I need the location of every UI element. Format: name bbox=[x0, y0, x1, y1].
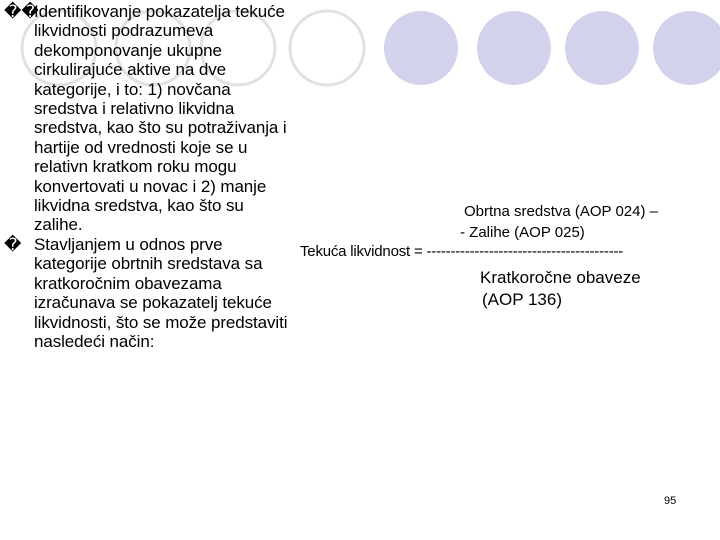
outline-circle bbox=[290, 11, 364, 85]
formula-denominator-line2: (AOP 136) bbox=[482, 290, 563, 309]
bullet-marker-icon: �� bbox=[4, 2, 39, 21]
formula-numerator-line2: - Zalihe (AOP 025) bbox=[460, 224, 585, 241]
bullet-text: Identifikovanje pokazatelja tekuće likvidnosti podrazumeva dekomponovanje ukupne cirkulirajuće aktive na dve kategorije, i to: 1) novčana sredstva i relativno likvidna sredstva, kao što su potraživanja i hartije od vrednosti koje se u relativn kratkom roku mogu konvertovati u novac i 2) manje likvidna sredstva, kao što su zalihe. bbox=[34, 2, 287, 235]
bullet-marker-icon: � bbox=[4, 234, 22, 254]
filled-circle bbox=[565, 11, 639, 85]
bullet-text: Stavljanjem u odnos prve kategorije obrtnih sredstava sa kratkoročnim obavezama izračunava se pokazatelj tekuće likvidnosti, što se može predstaviti nasledeći način: bbox=[34, 234, 288, 351]
bullet-item bbox=[4, 2, 294, 235]
bullet-list bbox=[4, 2, 294, 351]
filled-circle bbox=[653, 11, 720, 85]
page-number: 95 bbox=[664, 495, 677, 507]
formula-denominator-line1: Kratkoročne obaveze bbox=[480, 268, 641, 287]
liquidity-formula bbox=[300, 198, 720, 318]
filled-circle bbox=[384, 11, 458, 85]
bullet-item bbox=[4, 235, 294, 351]
filled-circle bbox=[477, 11, 551, 85]
formula-numerator-line1: Obrtna sredstva (AOP 024) – bbox=[464, 203, 658, 220]
formula-label-line: Tekuća likvidnost = ----------------------------------------- bbox=[300, 243, 624, 260]
